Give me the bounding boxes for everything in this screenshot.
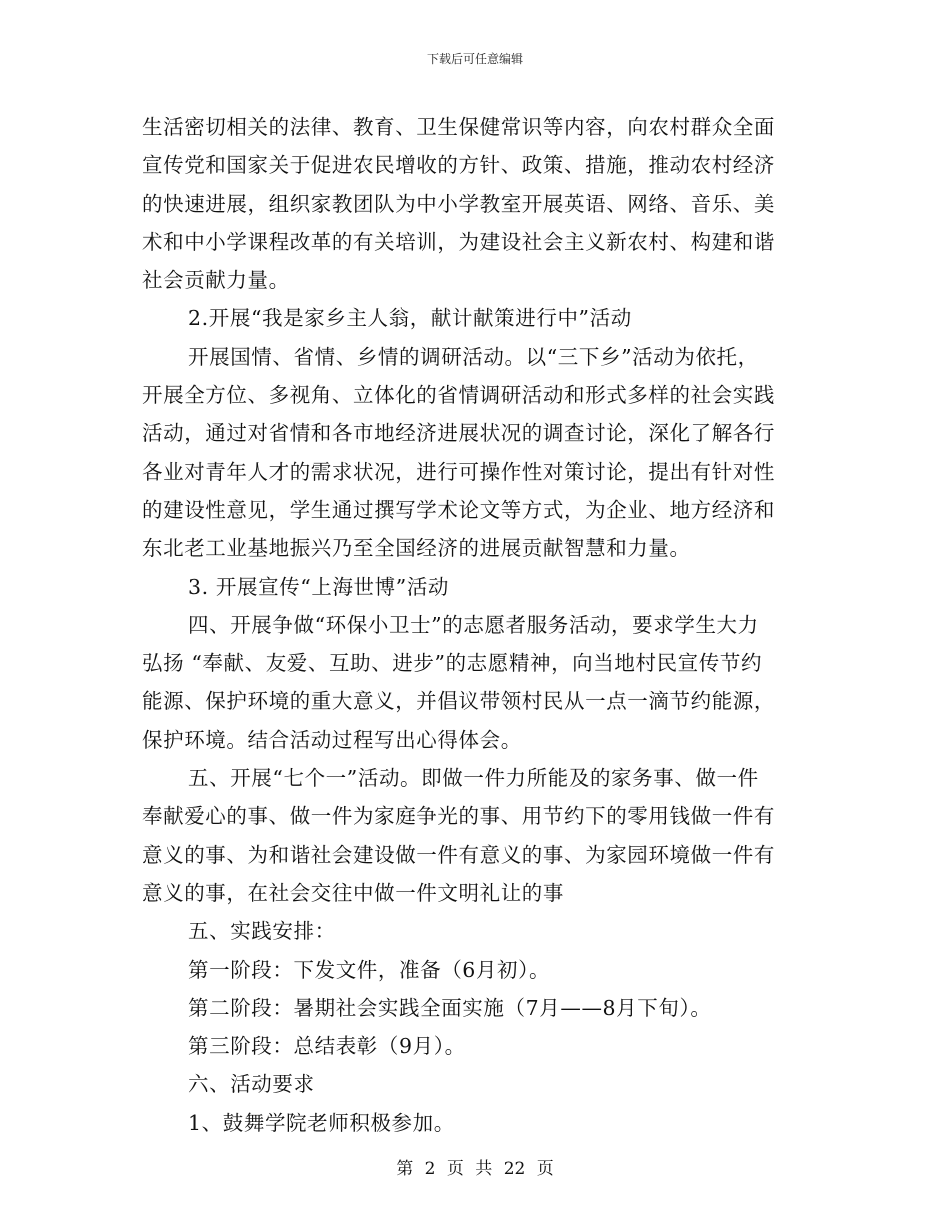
text-line: 活动，通过对省情和各市地经济进展状况的调查讨论，深化了解各行: [142, 421, 775, 446]
text-line: 生活密切相关的法律、教育、卫生保健常识等内容，向农村群众全面: [142, 115, 775, 139]
text-line: 保护环境。结合活动过程写出心得体会。: [142, 727, 522, 752]
text-line: 3. 开展宣传“上海世博”活动: [188, 574, 450, 599]
text-line: 术和中小学课程改革的有关培训，为建设社会主义新农村、构建和谐: [142, 229, 775, 254]
text-line: 的建设性意见，学生通过撰写学术论文等方式，为企业、地方经济和: [142, 497, 775, 522]
text-line: 各业对青年人才的需求状况，进行可操作性对策讨论，提出有针对性: [142, 459, 775, 484]
page-footer: 第 2 页 共 22 页: [396, 1159, 554, 1179]
text-line: 东北老工业基地振兴乃至全国经济的进展贡献智慧和力量。: [142, 536, 691, 561]
text-line: 社会贡献力量。: [142, 268, 290, 293]
text-line: 五、开展“七个一”活动。即做一件力所能及的家务事、做一件: [188, 766, 759, 791]
text-line: 1、鼓舞学院老师积极参加。: [188, 1110, 455, 1135]
document-body: [142, 108, 812, 1142]
text-line: 五、实践安排：: [188, 919, 336, 944]
text-line: 宣传党和国家关于促进农民增收的方针、政策、措施，推动农村经济: [142, 153, 775, 178]
text-line: 四、开展争做“环保小卫士”的志愿者服务活动，要求学生大力: [188, 612, 759, 637]
text-line: 六、活动要求: [188, 1072, 315, 1097]
text-line: 奉献爱心的事、做一件为家庭争光的事、用节约下的零用钱做一件有: [142, 804, 775, 829]
text-line: 第二阶段：暑期社会实践全面实施（7月——8月下旬）。: [188, 995, 712, 1020]
text-line: 开展国情、省情、乡情的调研活动。以“三下乡”活动为依托，: [188, 344, 759, 369]
text-line: 开展全方位、多视角、立体化的省情调研活动和形式多样的社会实践: [142, 383, 775, 408]
text-line: 意义的事，在社会交往中做一件文明礼让的事: [142, 880, 564, 905]
text-line: 的快速进展，组织家教团队为中小学教室开展英语、网络、音乐、美: [142, 191, 775, 216]
text-line: 弘扬 “奉献、友爱、互助、进步”的志愿精神，向当地村民宣传节约: [142, 651, 763, 676]
text-line: 意义的事、为和谐社会建设做一件有意义的事、为家园环境做一件有: [142, 842, 775, 867]
text-line: 第一阶段：下发文件，准备（6月初）。: [188, 957, 551, 982]
text-line: 能源、保护环境的重大意义，并倡议带领村民从一点一滴节约能源，: [142, 689, 775, 714]
text-line: 2.开展“我是家乡主人翁，献计献策进行中”活动: [188, 306, 632, 331]
text-line: 第三阶段：总结表彰（9月）。: [188, 1034, 466, 1059]
page-header: 下载后可任意编辑: [426, 52, 523, 66]
